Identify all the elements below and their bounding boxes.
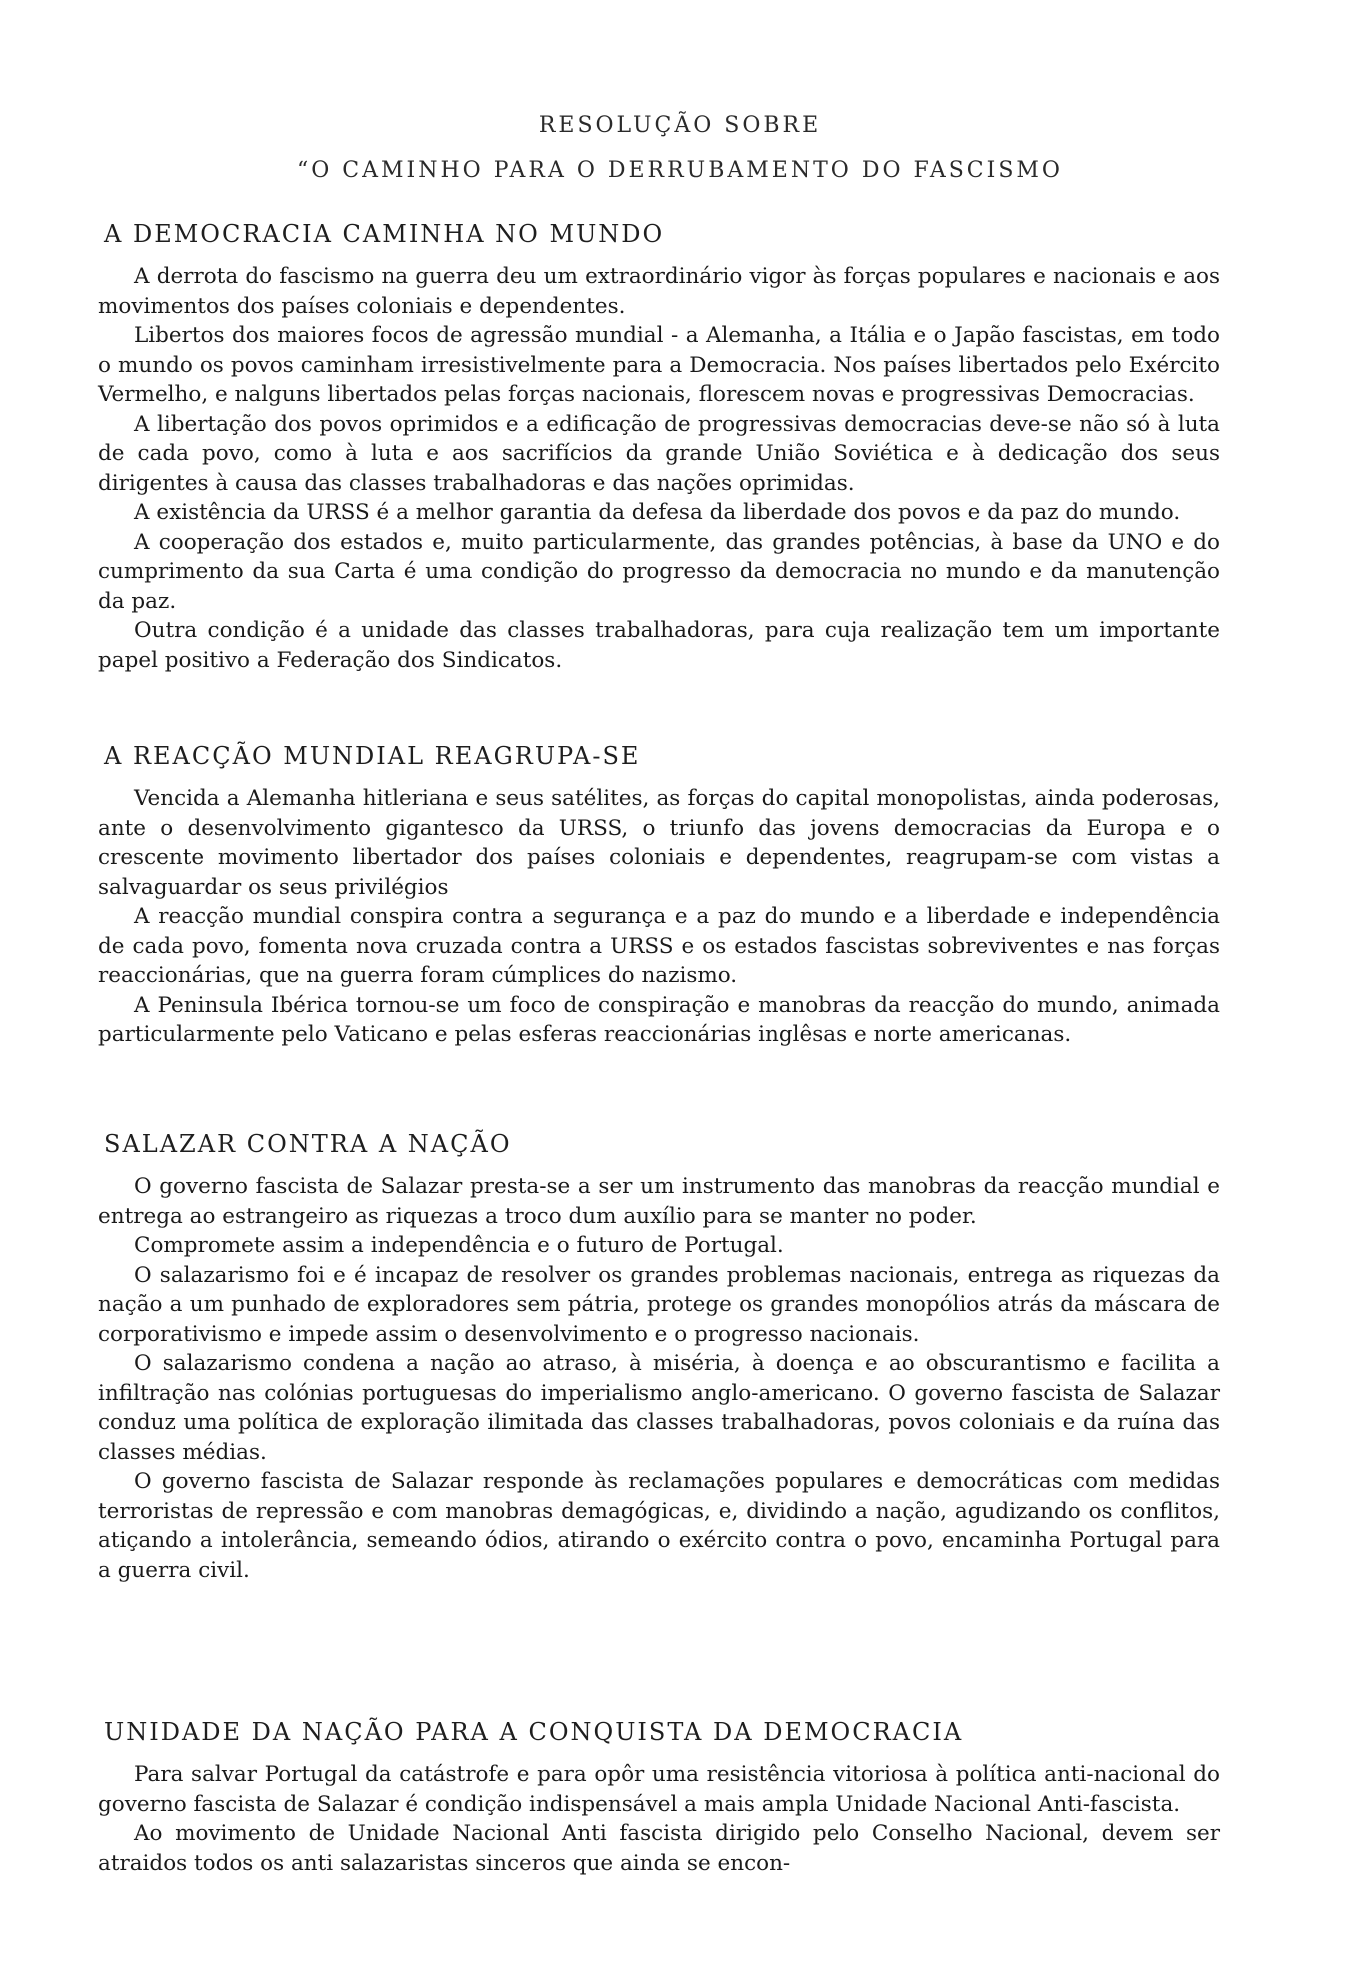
paragraph: A reacção mundial conspira contra a segurança e a paz do mundo e a liberdade e independência de cada povo, fomenta nova cruzada contra a URSS e os estados fascistas sobreviventes e nas forças reaccionárias, que na guerra foram cúmplices do nazismo. (98, 904, 1220, 988)
section-heading: A DEMOCRACIA CAMINHA NO MUNDO (104, 220, 665, 248)
paragraph: O salazarismo condena a nação ao atraso, à miséria, à doença e ao obscurantismo e facilita a infiltração nas colónias portuguesas do imperialismo anglo-americano. O governo fascista de Salazar conduz uma política de exploração ilimitada das classes trabalhadoras, povos coloniais e da ruína das classes médias. (98, 1351, 1220, 1465)
paragraph: Ao movimento de Unidade Nacional Anti fascista dirigido pelo Conselho Nacional, devem ser atraidos todos os anti salazaristas sinceros que ainda se encon- (98, 1821, 1220, 1876)
section-heading: SALAZAR CONTRA A NAÇÃO (104, 1130, 512, 1158)
paragraph: Vencida a Alemanha hitleriana e seus satélites, as forças do capital monopolistas, ainda poderosas, ante o desenvolvimento gigantesco da URSS, o triunfo das jovens democracias da Europa e o crescente movimento libertador dos países coloniais e dependentes, reagrupam-se com vistas a salvaguardar os seus privilégios (98, 786, 1220, 900)
paragraph: O governo fascista de Salazar responde às reclamações populares e democráticas com medidas terroristas de repressão e com manobras demagógicas, e, dividindo a nação, agudizando os conflitos, atiçando a intolerância, semeando ódios, atirando o exército contra o povo, encaminha Portugal para a guerra civil. (98, 1469, 1220, 1583)
paragraph: Outra condição é a unidade das classes trabalhadoras, para cuja realização tem um importante papel positivo a Federação dos Sindicatos. (98, 618, 1220, 673)
paragraph: O governo fascista de Salazar presta-se a ser um instrumento das manobras da reacção mundial e entrega ao estrangeiro as riquezas a troco dum auxílio para se manter no poder. (98, 1174, 1220, 1229)
section-heading: UNIDADE DA NAÇÃO PARA A CONQUISTA DA DEMOCRACIA (104, 1718, 964, 1746)
paragraph: A libertação dos povos oprimidos e a edificação de progressivas democracias deve-se não só à luta de cada povo, como à luta e aos sacrifícios da grande União Soviética e à dedicação dos seus dirigentes à causa das classes trabalhadoras e das nações oprimidas. (98, 411, 1220, 496)
paragraph: A existência da URSS é a melhor garantia da defesa da liberdade dos povos e da paz do mundo. (134, 500, 1181, 525)
section-body (98, 262, 1220, 675)
paragraph: A derrota do fascismo na guerra deu um extraordinário vigor às forças populares e nacionais e aos movimentos dos países coloniais e dependentes. (98, 264, 1220, 319)
paragraph: Para salvar Portugal da catástrofe e para opôr uma resistência vitoriosa à política anti-nacional do governo fascista de Salazar é condição indispensável a mais ampla Unidade Nacional Anti-fascista. (98, 1762, 1220, 1817)
document-title-line-1: RESOLUÇÃO SOBRE (538, 113, 822, 138)
paragraph: A cooperação dos estados e, muito particularmente, das grandes potências, à base da UNO e do cumprimento da sua Carta é uma condição do progresso da democracia no mundo e da manutenção da paz. (98, 529, 1220, 614)
section-body (98, 784, 1220, 1050)
paragraph: Compromete assim a independência e o futuro de Portugal. (134, 1233, 784, 1258)
paragraph: O salazarismo foi e é incapaz de resolver os grandes problemas nacionais, entrega as riquezas da nação a um punhado de exploradores sem pátria, protege os grandes monopólios atrás da máscara de corporativismo e impede assim o desenvolvimento e o progresso nacionais. (98, 1262, 1220, 1347)
section-body (98, 1760, 1220, 1878)
document-title-line-2: “O CAMINHO PARA O DERRUBAMENTO DO FASCISMO (297, 158, 1063, 183)
section-heading: A REACÇÃO MUNDIAL REAGRUPA-SE (104, 742, 641, 770)
paragraph: Libertos dos maiores focos de agressão mundial - a Alemanha, a Itália e o Japão fascistas, em todo o mundo os povos caminham irresistivelmente para a Democracia. Nos países libertados pelo Exército Vermelho, e nalguns libertados pelas forças nacionais, florescem novas e progressivas Democracias. (98, 323, 1220, 407)
section-body (98, 1172, 1220, 1585)
paragraph: A Peninsula Ibérica tornou-se um foco de conspiração e manobras da reacção do mundo, animada particularmente pelo Vaticano e pelas esferas reaccionárias inglêsas e norte americanas. (98, 992, 1220, 1047)
